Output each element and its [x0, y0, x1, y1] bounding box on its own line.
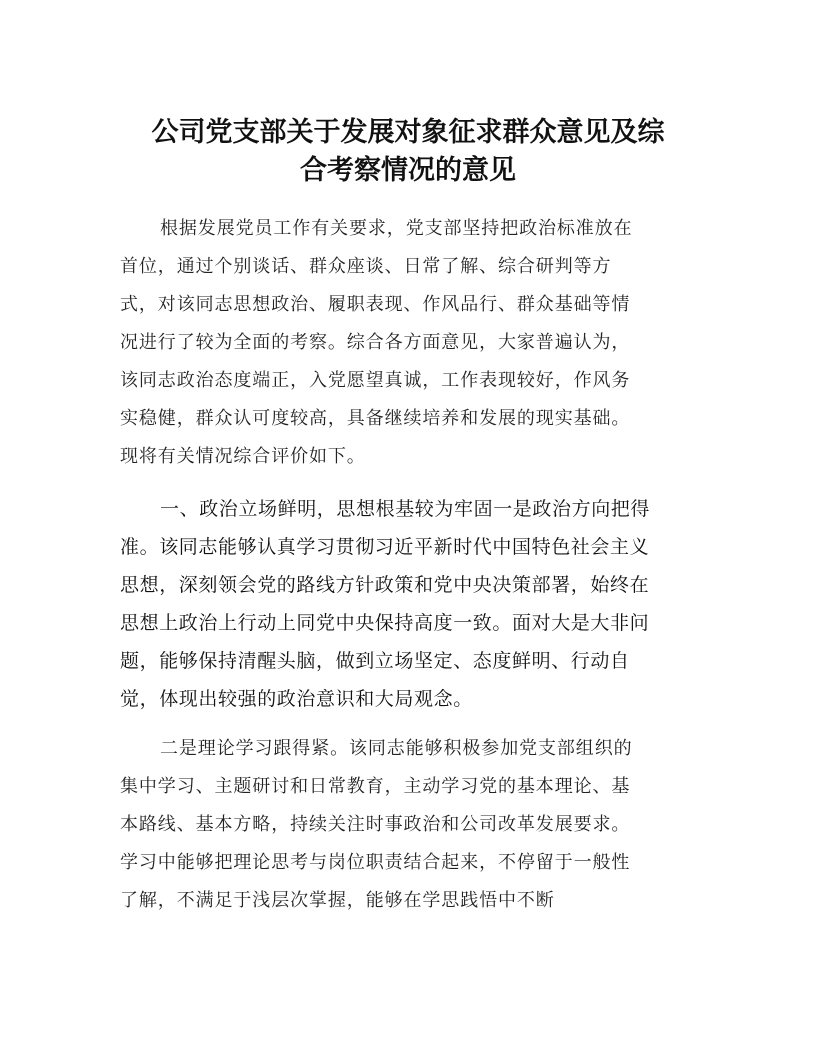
- paragraph-line: 二是理论学习跟得紧。该同志能够积极参加党支部组织的: [160, 738, 633, 759]
- title-line: 合考察情况的意见: [300, 155, 516, 186]
- paragraph-line: 题，能够保持清醒头脑，做到立场坚定、态度鲜明、行动自: [120, 650, 630, 672]
- paragraph-political-stance: [120, 490, 696, 718]
- paragraph-line: 集中学习、主题研讨和日常教育，主动学习党的基本理论、基: [120, 776, 631, 797]
- paragraph-line: 觉，体现出较强的政治意识和大局观念。: [120, 688, 473, 710]
- paragraph-line: 该同志政治态度端正，入党愿望真诚，工作表现较好，作风务: [120, 370, 631, 391]
- paragraph-line: 实稳健，群众认可度较高，具备继续培养和发展的现实基础。: [120, 408, 631, 429]
- paragraph-line: 一、政治立场鲜明，思想根基较为牢固一是政治方向把得: [160, 498, 651, 520]
- paragraph-line: 首位，通过个别谈话、群众座谈、日常了解、综合研判等方: [120, 256, 612, 277]
- paragraph-line: 思想上政治上行动上同党中央保持高度一致。面对大是大非问: [120, 612, 650, 634]
- paragraph-intro: [120, 210, 696, 476]
- paragraph-theory-study: [120, 730, 696, 920]
- paragraph-line: 思想，深刻领会党的路线方针政策和党中央决策部署，始终在: [120, 574, 650, 596]
- paragraph-line: 根据发展党员工作有关要求，党支部坚持把政治标准放在: [160, 218, 633, 239]
- paragraph-line: 现将有关情况综合评价如下。: [120, 446, 366, 467]
- paragraph-line: 本路线、基本方略，持续关注时事政治和公司改革发展要求。: [120, 814, 631, 835]
- paragraph-line: 式，对该同志思想政治、履职表现、作风品行、群众基础等情: [120, 294, 631, 315]
- paragraph-line: 况进行了较为全面的考察。综合各方面意见，大家普遍认为，: [120, 332, 631, 353]
- document-title: [120, 114, 696, 190]
- title-line: 公司党支部关于发展对象征求群众意见及综: [151, 117, 665, 148]
- paragraph-line: 准。该同志能够认真学习贯彻习近平新时代中国特色社会主义: [120, 536, 650, 558]
- paragraph-line: 了解，不满足于浅层次掌握，能够在学思践悟中不断: [120, 890, 555, 911]
- paragraph-line: 学习中能够把理论思考与岗位职责结合起来，不停留于一般性: [120, 852, 631, 873]
